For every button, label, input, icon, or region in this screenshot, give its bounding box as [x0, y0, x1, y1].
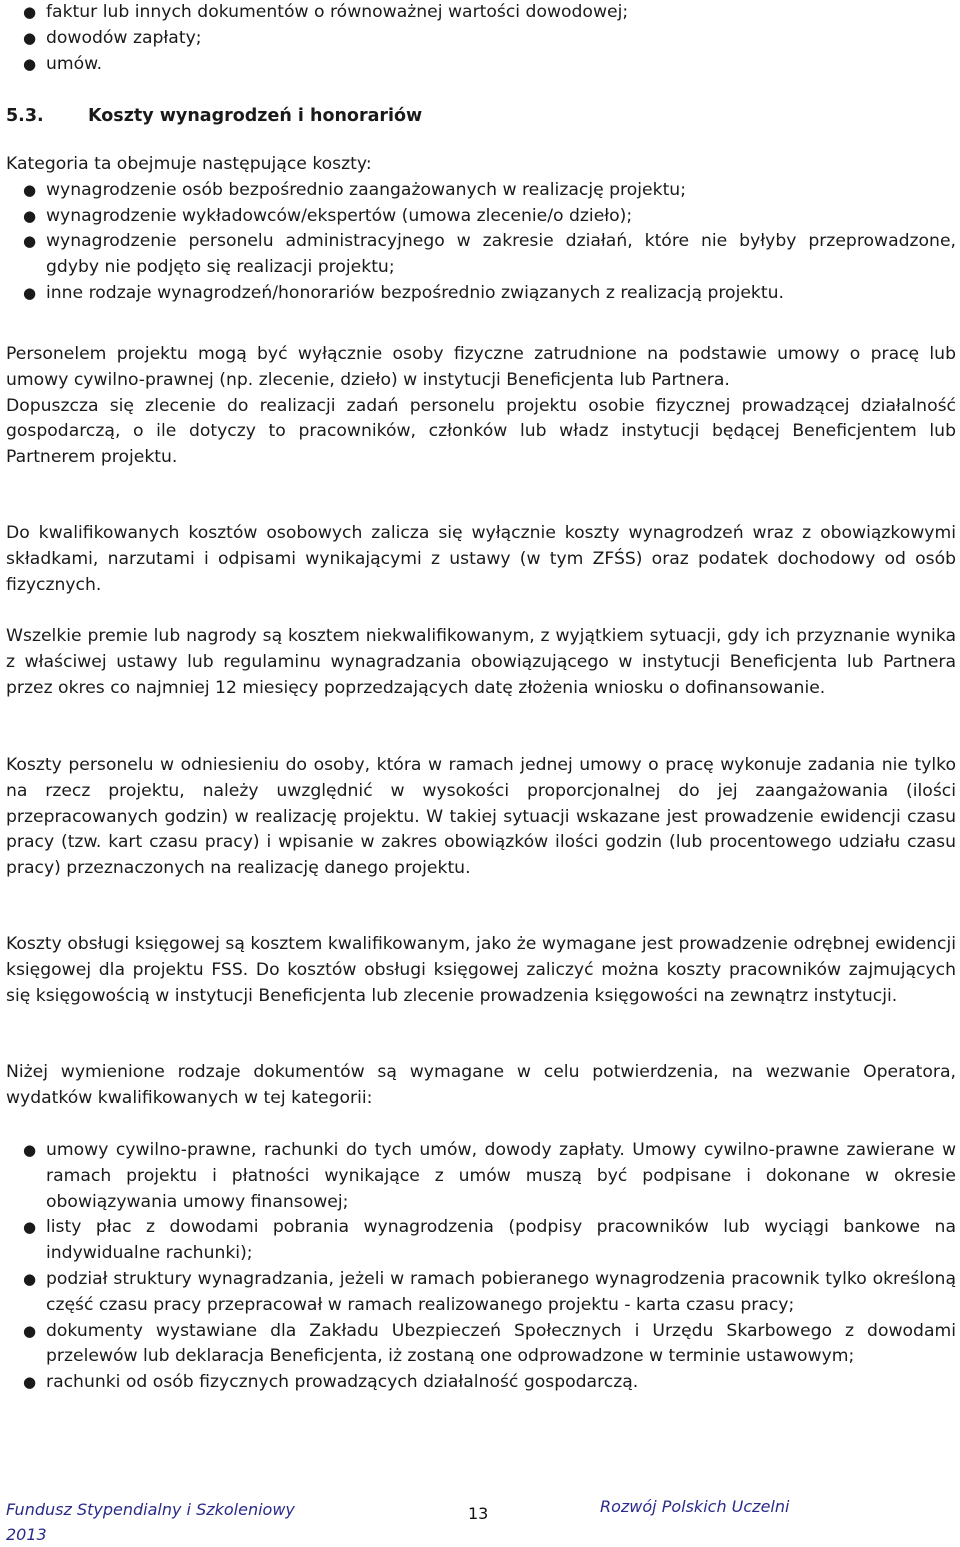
- list-item-text: wynagrodzenie osób bezpośrednio zaangażowanych w realizację projektu;: [46, 179, 686, 200]
- list-item-text: wynagrodzenie personelu administracyjnego w zakresie działań, które nie byłyby przeprowadzone, gdyby nie podjęto się realizacji projektu;: [46, 231, 956, 278]
- section-number: 5.3.: [6, 106, 44, 126]
- paragraph-text: Personelem projektu mogą być wyłącznie osoby fizyczne zatrudnione na podstawie umowy o pracę lub umowy cywilno-prawnej (np. zlecenie, dzieło) w instytucji Beneficjenta lub Partnera.: [6, 344, 956, 390]
- list-item-text: umów.: [46, 53, 103, 74]
- list-item: [6, 1319, 956, 1371]
- section-title: Koszty wynagrodzeń i honorariów: [88, 106, 423, 126]
- list-item-text: dokumenty wystawiane dla Zakładu Ubezpieczeń Społecznych i Urzędu Skarbowego z dowodami przelewów lub deklaracja Beneficjenta, iż zostaną one odprowadzone w terminie ustawowym;: [46, 1320, 956, 1367]
- paragraph-text: Wszelkie premie lub nagrody są kosztem niekwalifikowanym, z wyjątkiem sytuacji, gdy ich przyznanie wynika z właściwej ustawy lub regulaminu wynagradzania obowiązującego w instytucji Beneficjenta lub Partnera przez okres co najmniej 12 miesięcy poprzedzających datę złożenia wniosku o dofinansowanie.: [6, 626, 956, 698]
- cost-section: [6, 152, 956, 307]
- paragraph-accounting: [6, 932, 956, 1009]
- list-item-text: rachunki od osób fizycznych prowadzących działalność gospodarczą.: [46, 1372, 639, 1393]
- list-item-text: umowy cywilno-prawne, rachunki do tych umów, dowody zapłaty. Umowy cywilno-prawne zawierane w ramach projektu i płatności wynikające z umów muszą być podpisane i dokonane w okresie obowiązywania umowy finansowej;: [46, 1140, 956, 1212]
- bullet-icon: ●: [23, 1321, 37, 1340]
- bullet-icon: ●: [23, 180, 37, 199]
- bullet-icon: ●: [23, 283, 37, 302]
- bullet-icon: ●: [23, 1218, 37, 1237]
- list-item: [6, 1370, 956, 1396]
- list-item: [6, 1215, 956, 1267]
- list-item: [6, 178, 956, 204]
- list-item: [6, 1267, 956, 1319]
- bullet-icon: ●: [23, 54, 37, 73]
- list-item-text: listy płac z dowodami pobrania wynagrodzenia (podpisy pracowników lub wyciągi bankowe na indywidualne rachunki);: [46, 1217, 956, 1264]
- paragraph-bonuses: [6, 624, 956, 701]
- paragraph-text: Koszty personelu w odniesieniu do osoby, która w ramach jednej umowy o pracę wykonuje zadania nie tylko na rzecz projektu, należy uwzględnić w wysokości proporcjonalnej do jej zaangażowania (ilości przepracowanych godzin) w realizację projektu. W takiej sytuacji wskazane jest prowadzenie ewidencji czasu pracy (tzw. kart czasu pracy) i wpisanie w zakres obowiązków ilości godzin (lub procentowego udziału czasu pracy) przeznaczonych na realizację danego projektu.: [6, 755, 956, 879]
- footer-program-right: Rozwój Polskich Uczelni: [600, 1497, 790, 1516]
- bullet-icon: ●: [23, 3, 37, 21]
- list-item: [6, 0, 956, 26]
- top-bullet-list: [6, 0, 956, 77]
- bullet-icon: ●: [23, 1141, 37, 1159]
- footer-program-name: Fundusz Stypendialny i Szkoleniowy 2013: [6, 1500, 295, 1544]
- bullet-icon: ●: [23, 28, 37, 47]
- list-item-text: inne rodzaje wynagrodzeń/honorariów bezpośrednio związanych z realizacją projektu.: [46, 282, 784, 303]
- intro-text: Kategoria ta obejmuje następujące koszty:: [6, 154, 372, 174]
- list-item: [6, 1138, 956, 1215]
- section-heading: [6, 106, 956, 126]
- bullet-icon: ●: [23, 1269, 37, 1288]
- list-item: [6, 229, 956, 281]
- paragraph-qualified-costs: [6, 521, 956, 598]
- documents-list: [6, 1138, 956, 1396]
- bullet-icon: ●: [23, 206, 37, 225]
- list-item: [6, 281, 956, 307]
- list-item: [6, 204, 956, 230]
- page-number: 13: [468, 1504, 489, 1523]
- paragraph-text: Do kwalifikowanych kosztów osobowych zalicza się wyłącznie koszty wynagrodzeń wraz z obowiązkowymi składkami, narzutami i odpisami wynikającymi z ustawy (w tym ZFŚS) oraz podatek dochodowy od osób fizycznych.: [6, 523, 956, 595]
- list-item-text: wynagrodzenie wykładowców/ekspertów (umowa zlecenie/o dzieło);: [46, 205, 633, 226]
- paragraph-text: Niżej wymienione rodzaje dokumentów są wymagane w celu potwierdzenia, na wezwanie Operatora, wydatków kwalifikowanych w tej kategorii:: [6, 1062, 956, 1108]
- paragraph-personnel: [6, 342, 956, 471]
- paragraph-text: Koszty obsługi księgowej są kosztem kwalifikowanym, jako że wymagane jest prowadzenie odrębnej ewidencji księgowej dla projektu FSS. Do kosztów obsługi księgowej zaliczyć można koszty pracowników zajmujących się księgowością w instytucji Beneficjenta lub zlecenie prowadzenia księgowości na zewnątrz instytucji.: [6, 934, 956, 1006]
- list-item-text: podział struktury wynagradzania, jeżeli w ramach pobieranego wynagrodzenia pracownik tylko określoną część czasu pracy przepracował w ramach realizowanego projektu - karta czasu pracy;: [46, 1268, 956, 1315]
- paragraph-proportional: [6, 753, 956, 882]
- paragraph-documents-intro: [6, 1060, 956, 1112]
- bullet-icon: ●: [23, 1373, 37, 1392]
- cost-list: [6, 178, 956, 307]
- list-item-text: faktur lub innych dokumentów o równoważnej wartości dowodowej;: [46, 2, 629, 22]
- list-item-text: dowodów zapłaty;: [46, 27, 202, 48]
- list-item: [6, 26, 956, 52]
- bullet-icon: ●: [23, 232, 37, 251]
- list-item: [6, 52, 956, 78]
- paragraph-text: Dopuszcza się zlecenie do realizacji zadań personelu projektu osobie fizycznej prowadzącej działalność gospodarczą, o ile dotyczy to pracowników, członków lub władz instytucji będącej Beneficjentem lub Partnerem projektu.: [6, 395, 956, 468]
